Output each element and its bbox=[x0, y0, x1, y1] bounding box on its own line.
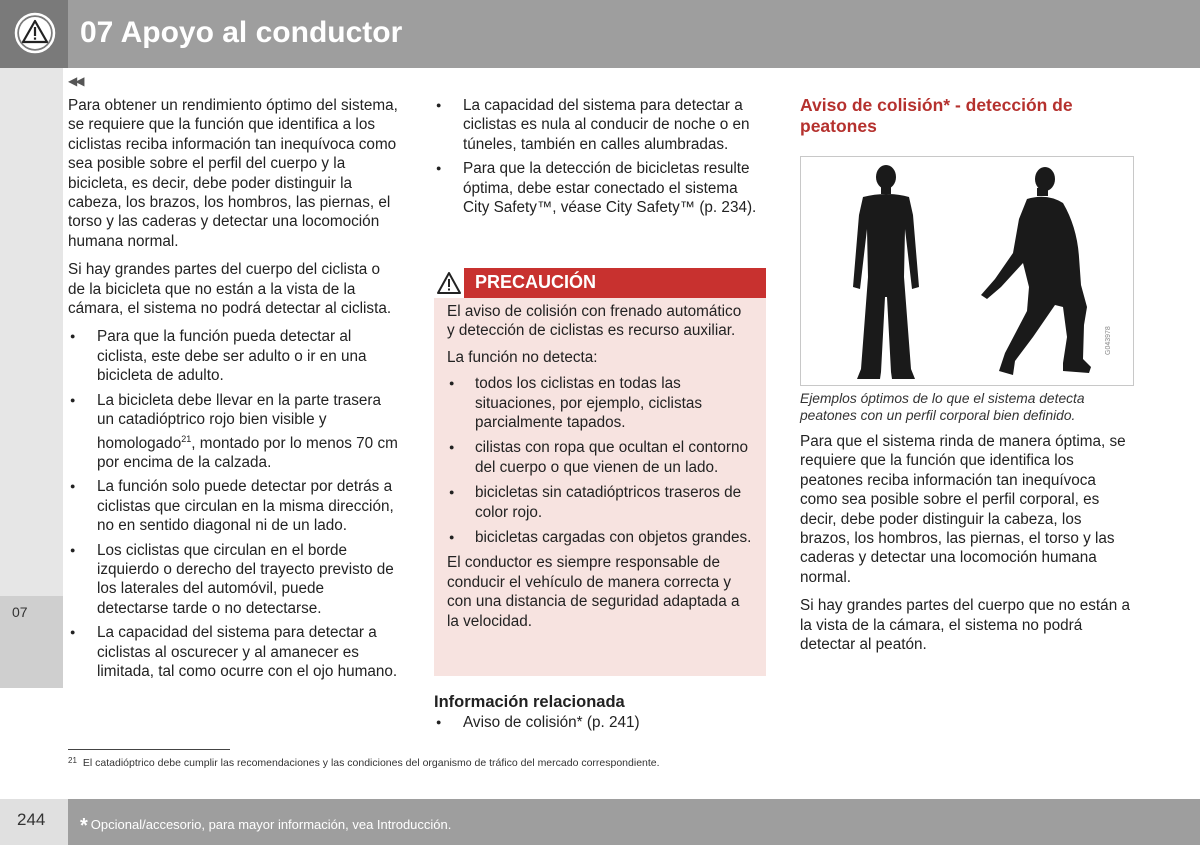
column-2 bbox=[434, 96, 764, 222]
list-item: ● La función solo puede detectar por detrás a ciclistas que circulan en la misma dirección, no en sentido diagonal ni de un lado. bbox=[68, 477, 399, 535]
figure-code: G043978 bbox=[1105, 326, 1112, 355]
footnote-text: El catadióptrico debe cumplir las recomendaciones y las condiciones del organismo de tráfico del mercado correspondiente. bbox=[82, 757, 660, 769]
column-3-body bbox=[800, 432, 1134, 663]
list-item-text: La bicicleta debe llevar en la parte trasera un catadióptrico rojo bien visible y homologado bbox=[97, 391, 382, 452]
chapter-header bbox=[0, 0, 1200, 68]
section-title: Aviso de colisión* - detección de peatones bbox=[800, 95, 1073, 136]
chapter-tab[interactable] bbox=[0, 596, 63, 688]
list-item: ● todos los ciclistas en todas las situaciones, por ejemplo, ciclistas parcialmente tapados. bbox=[447, 374, 752, 432]
list-item: ● La capacidad del sistema para detectar a ciclistas es nula al conducir de noche o en túneles, también en calles alumbradas. bbox=[434, 96, 764, 154]
list-item: ● La capacidad del sistema para detectar a ciclistas al oscurecer y al amanecer es limitada, tal como ocurre con el ojo humano. bbox=[68, 623, 399, 681]
paragraph: Si hay grandes partes del cuerpo que no están a la vista de la cámara, el sistema no podrá detectar al peatón. bbox=[800, 597, 1130, 654]
footer-note bbox=[80, 815, 451, 838]
list-item: ● Los ciclistas que circulan en el borde izquierdo o derecho del trayecto previsto de los laterales del automóvil, puede detectarse tarde o no detectarse. bbox=[68, 541, 399, 619]
pedestrian-silhouettes-image bbox=[801, 157, 1135, 387]
continued-marker: ◀◀ bbox=[68, 74, 83, 88]
paragraph: Para obtener un rendimiento óptimo del sistema, se requiere que la función que identifica a los ciclistas reciba información tan inequívoca como sea posible sobre el perfil del cuerpo y la bicicleta, es decir, debe poder distinguir la cabeza, los brazos, los hombros, las piernas, el torso y las caderas y detectar una locomoción humana normal. bbox=[68, 97, 398, 250]
list-item: ● bicicletas sin catadióptricos traseros de color rojo. bbox=[447, 483, 752, 522]
paragraph: El aviso de colisión con frenado automático y detección de ciclistas es recurso auxiliar. bbox=[447, 303, 742, 340]
page-number: 244 bbox=[17, 810, 46, 829]
caution-box bbox=[434, 268, 766, 676]
footer-note-text: Opcional/accesorio, para mayor información, vea Introducción. bbox=[90, 817, 452, 832]
standing-person-silhouette bbox=[853, 165, 919, 379]
related-info-title: Información relacionada bbox=[434, 693, 625, 711]
caution-title: PRECAUCIÓN bbox=[475, 272, 597, 292]
list-item bbox=[68, 391, 399, 473]
header-icon-box bbox=[0, 0, 68, 68]
column-1 bbox=[68, 96, 399, 686]
paragraph: Para que el sistema rinda de manera óptima, se requiere que la función que identifica los peatones reciba información tan inequívoca como sea posible sobre el perfil corporal, es decir, debe poder distinguir la cabeza, los brazos, los hombros, las piernas, el torso y las caderas y detectar una locomoción humana normal. bbox=[800, 433, 1126, 586]
footnote-divider bbox=[68, 749, 230, 750]
chapter-title: 07 Apoyo al conductor bbox=[80, 16, 403, 49]
caution-body bbox=[447, 302, 752, 638]
list-item: ● cilistas con ropa que ocultan el contorno del cuerpo o que vienen de un lado. bbox=[447, 438, 752, 477]
related-link[interactable]: ● Aviso de colisión* (p. 241) bbox=[434, 713, 764, 732]
paragraph: La función no detecta: bbox=[447, 348, 598, 366]
walking-person-silhouette bbox=[981, 167, 1091, 375]
figure-caption: Ejemplos óptimos de lo que el sistema detecta peatones con un perfil corporal bien definido. bbox=[800, 391, 1085, 423]
warning-triangle-icon bbox=[436, 271, 462, 295]
caution-header bbox=[434, 268, 766, 298]
pedestrian-figure bbox=[800, 156, 1134, 386]
list-item: ● bicicletas cargadas con objetos grandes. bbox=[447, 528, 752, 547]
footnote-number: 21 bbox=[68, 756, 77, 765]
chapter-tab-number: 07 bbox=[12, 604, 28, 620]
paragraph: El conductor es siempre responsable de conducir el vehículo de manera correcta y con una distancia de seguridad adaptada a la velocidad. bbox=[447, 554, 740, 630]
warning-triangle-icon bbox=[14, 12, 56, 54]
footnote-ref[interactable]: 21 bbox=[181, 433, 192, 444]
footnote bbox=[68, 756, 660, 769]
caution-icon-box bbox=[434, 268, 464, 298]
list-item: ● Para que la detección de bicicletas resulte óptima, debe estar conectado el sistema City Safety™, véase City Safety™ (p. 234). bbox=[434, 159, 764, 217]
side-gutter bbox=[0, 68, 63, 688]
optional-star-icon: * bbox=[80, 815, 88, 837]
paragraph: Si hay grandes partes del cuerpo del ciclista o de la bicicleta que no están a la vista de la cámara, el sistema no podrá detectar al ciclista. bbox=[68, 261, 392, 318]
list-item: ● Para que la función pueda detectar al ciclista, este debe ser adulto o ir en una bicicleta de adulto. bbox=[68, 327, 399, 385]
list-item-text: , montado por lo menos 70 cm por encima de la calzada. bbox=[97, 434, 398, 471]
